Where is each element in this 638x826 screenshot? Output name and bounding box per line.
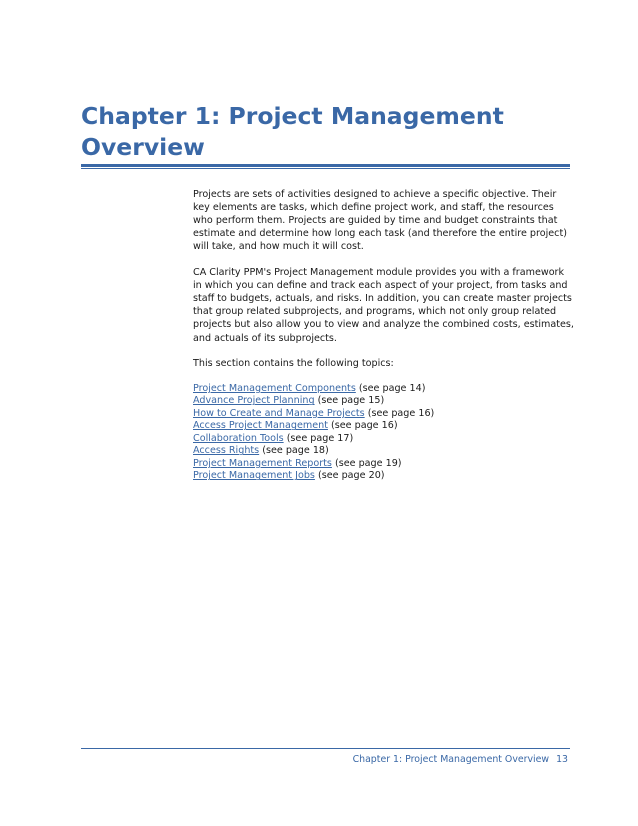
topic-page-ref: (see page 14) bbox=[358, 382, 426, 394]
topic-page-ref: (see page 17) bbox=[286, 432, 354, 444]
intro-paragraph-1: Projects are sets of activities designed to achieve a specific objective. Their key elements are tasks, which define project work, and staff, the resources who perform them. Projects are guided by time and budget constraints that estimate and determine how long each task (and therefore the entire project) will take, and how much it will cost. bbox=[193, 189, 567, 253]
list-item bbox=[193, 445, 575, 458]
topic-link-project-management-components[interactable]: Project Management Components bbox=[193, 382, 356, 394]
topic-link-advance-project-planning[interactable]: Advance Project Planning bbox=[193, 395, 315, 407]
topic-link-project-management-jobs[interactable]: Project Management Jobs bbox=[193, 470, 315, 482]
topics-list bbox=[193, 383, 575, 483]
topic-link-project-management-reports[interactable]: Project Management Reports bbox=[193, 457, 332, 469]
topic-page-ref: (see page 20) bbox=[317, 470, 385, 482]
chapter-body bbox=[193, 188, 575, 483]
footer-chapter-title: Chapter 1: Project Management Overview bbox=[352, 754, 550, 765]
topic-page-ref: (see page 16) bbox=[367, 407, 435, 419]
intro-paragraph-2: CA Clarity PPM's Project Management module provides you with a framework in which you can define and track each aspect of your project, from tasks and staff to budgets, actuals, and risks. In addition, you can create master projects that group related subprojects, and programs, which not only group related projects but also allow you to view and analyze the combined costs, estimates, and actuals of its subprojects. bbox=[193, 267, 574, 344]
topics-intro: This section contains the following topics: bbox=[193, 358, 394, 370]
topic-link-create-and-manage-projects[interactable]: How to Create and Manage Projects bbox=[193, 407, 365, 419]
list-item bbox=[193, 395, 575, 408]
topic-link-access-rights[interactable]: Access Rights bbox=[193, 445, 260, 457]
topic-page-ref: (see page 18) bbox=[262, 445, 329, 457]
list-item bbox=[193, 458, 575, 471]
topic-link-access-project-management[interactable]: Access Project Management bbox=[193, 420, 328, 432]
footer-rule bbox=[81, 748, 570, 749]
list-item bbox=[193, 408, 575, 421]
topic-page-ref: (see page 15) bbox=[317, 395, 385, 407]
topic-page-ref: (see page 16) bbox=[331, 420, 398, 432]
title-rule-thick bbox=[81, 164, 570, 167]
list-item bbox=[193, 420, 575, 433]
chapter-title: Chapter 1: Project Management Overview bbox=[81, 102, 504, 161]
list-item bbox=[193, 433, 575, 446]
topic-link-collaboration-tools[interactable]: Collaboration Tools bbox=[193, 432, 284, 444]
topic-page-ref: (see page 19) bbox=[334, 457, 402, 469]
list-item bbox=[193, 383, 575, 396]
page-number: 13 bbox=[556, 754, 568, 765]
list-item bbox=[193, 470, 575, 483]
title-rule-thin bbox=[81, 168, 570, 169]
page-footer bbox=[300, 754, 568, 765]
